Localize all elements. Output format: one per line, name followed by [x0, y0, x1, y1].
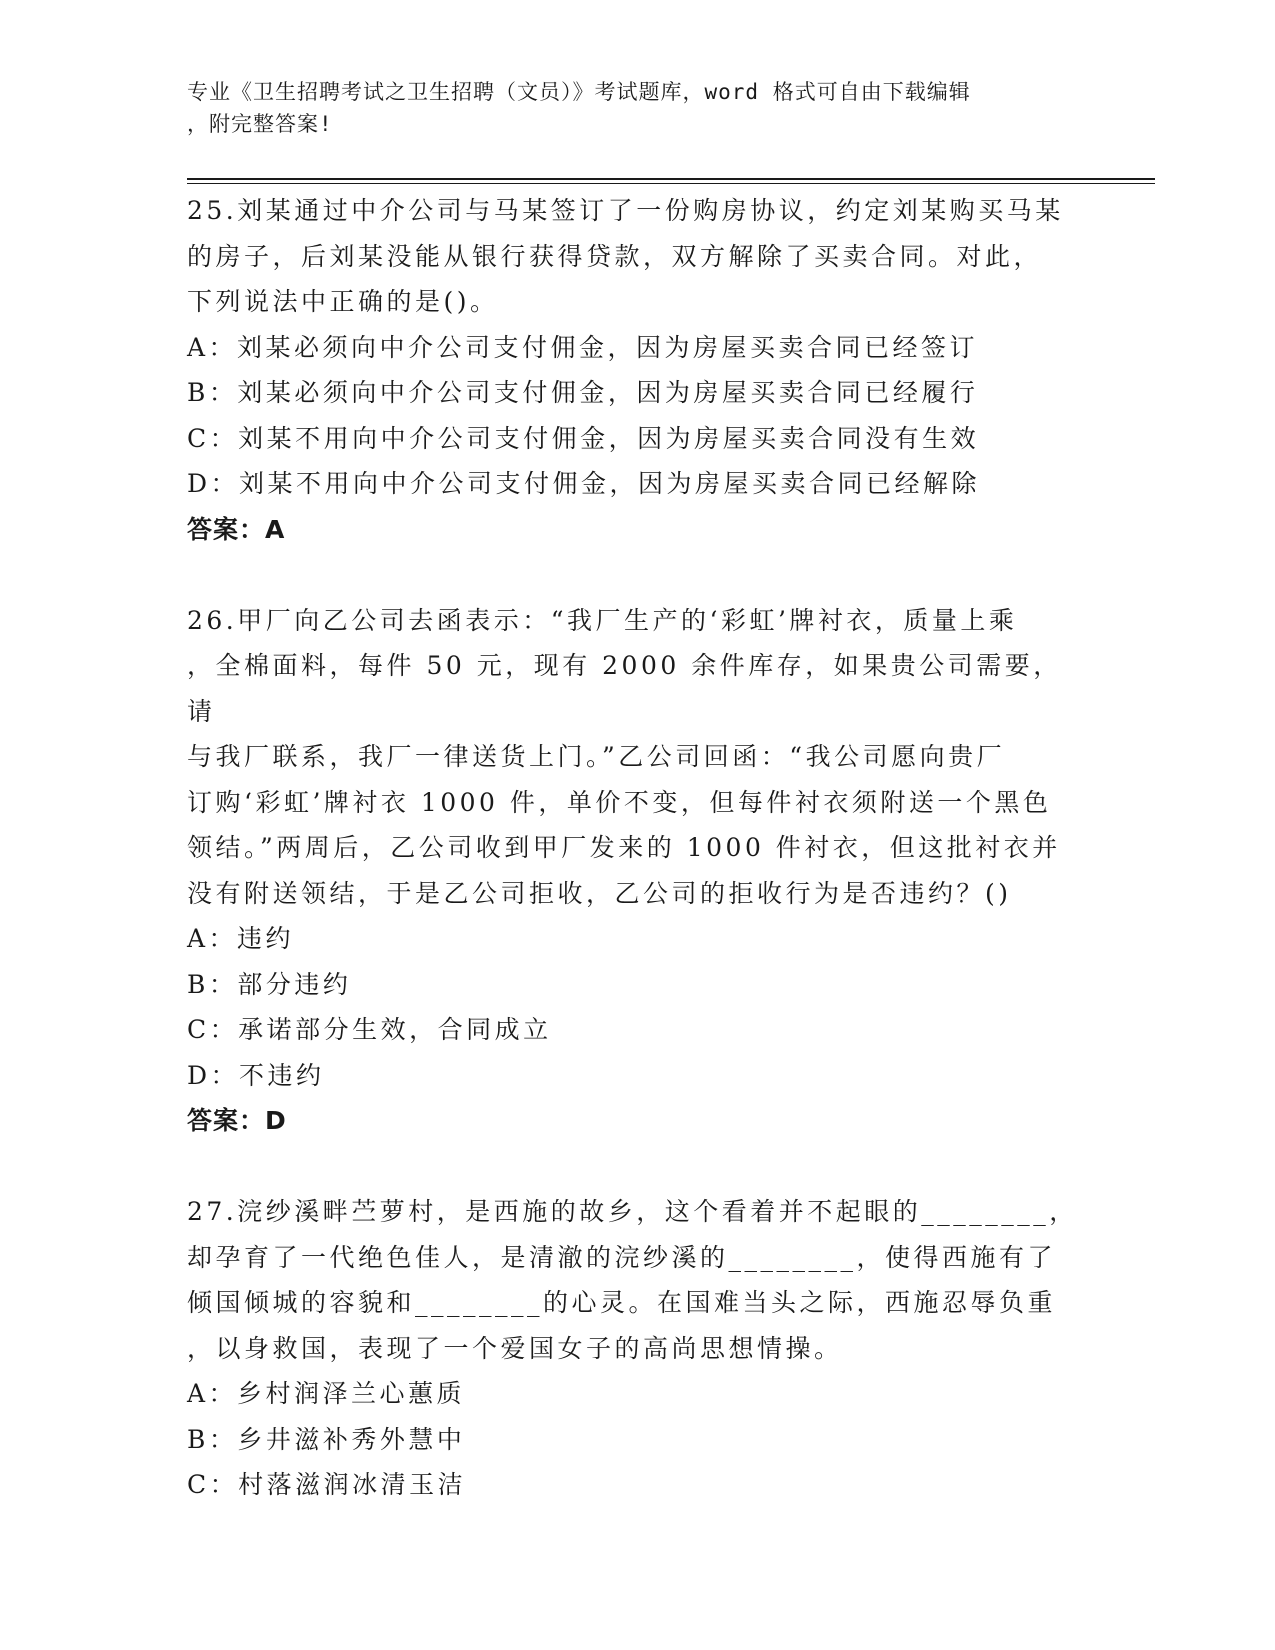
- header-rule-thick: [187, 178, 1155, 180]
- option-b: B：部分违约: [187, 969, 352, 999]
- option-a: A：违约: [187, 924, 295, 953]
- option-d: D：不违约: [187, 1060, 325, 1090]
- option-c: C：刘某不用向中介公司支付佣金，因为房屋买卖合同没有生效: [187, 423, 980, 453]
- question-26: [187, 598, 1087, 1144]
- question-27: [187, 1189, 1087, 1508]
- question-stem-line: ，全棉面料，每件 50 元，现有 2000 余件库存，如果贵公司需要，请: [187, 651, 1062, 726]
- option-b: B：刘某必须向中介公司支付佣金，因为房屋买卖合同已经履行: [187, 378, 979, 407]
- answer: 答案：A: [187, 514, 286, 544]
- question-stem-line: 25.刘某通过中介公司与马某签订了一份购房协议，约定刘某购买马某: [187, 196, 1064, 225]
- question-stem-line: 的房子，后刘某没能从银行获得贷款，双方解除了买卖合同。对此，: [187, 241, 1043, 271]
- question-stem-line: 倾国倾城的容貌和________的心灵。在国难当头之际，西施忍辱负重: [187, 1288, 1057, 1317]
- question-stem-line: ，以身救国，表现了一个爱国女子的高尚思想情操。: [187, 1333, 843, 1363]
- question-stem-line: 没有附送领结，于是乙公司拒收，乙公司的拒收行为是否违约？(): [187, 878, 1012, 908]
- option-a: A：刘某必须向中介公司支付佣金，因为房屋买卖合同已经签订: [187, 332, 979, 362]
- question-stem-line: 与我厂联系，我厂一律送货上门。”乙公司回函：“我公司愿向贵厂: [187, 742, 1006, 771]
- option-b: B：乡井滋补秀外慧中: [187, 1424, 466, 1454]
- option-a: A：乡村润泽兰心蕙质: [187, 1379, 466, 1408]
- question-stem-line: 却孕育了一代绝色佳人，是清澈的浣纱溪的________，使得西施有了: [187, 1242, 1057, 1272]
- option-c: C：承诺部分生效，合同成立: [187, 1015, 552, 1044]
- option-d: D：刘某不用向中介公司支付佣金，因为房屋买卖合同已经解除: [187, 469, 981, 498]
- question-list: [187, 188, 1087, 1508]
- question-25: [187, 188, 1087, 552]
- header-rule-thin: [187, 183, 1155, 184]
- page-header: [187, 76, 1067, 140]
- header-line-2: ，附完整答案!: [187, 112, 333, 136]
- question-stem-line: 订购‘彩虹’牌衬衣 1000 件，单价不变，但每件衬衣须附送一个黑色: [187, 787, 1052, 817]
- option-c: C：村落滋润冰清玉洁: [187, 1470, 467, 1499]
- question-stem-line: 26.甲厂向乙公司去函表示：“我厂生产的‘彩虹’牌衬衣，质量上乘: [187, 605, 1018, 635]
- question-stem-line: 27.浣纱溪畔苎萝村，是西施的故乡，这个看着并不起眼的________，: [187, 1197, 1078, 1226]
- question-stem-line: 下列说法中正确的是()。: [187, 287, 499, 316]
- question-stem-line: 领结。”两周后，乙公司收到甲厂发来的 1000 件衬衣，但这批衬衣并: [187, 833, 1061, 862]
- header-line-1: 专业《卫生招聘考试之卫生招聘（文员）》考试题库，word 格式可自由下载编辑: [187, 80, 971, 104]
- answer: 答案：D: [187, 1106, 287, 1135]
- spacer: [187, 1144, 1087, 1190]
- spacer: [187, 552, 1087, 598]
